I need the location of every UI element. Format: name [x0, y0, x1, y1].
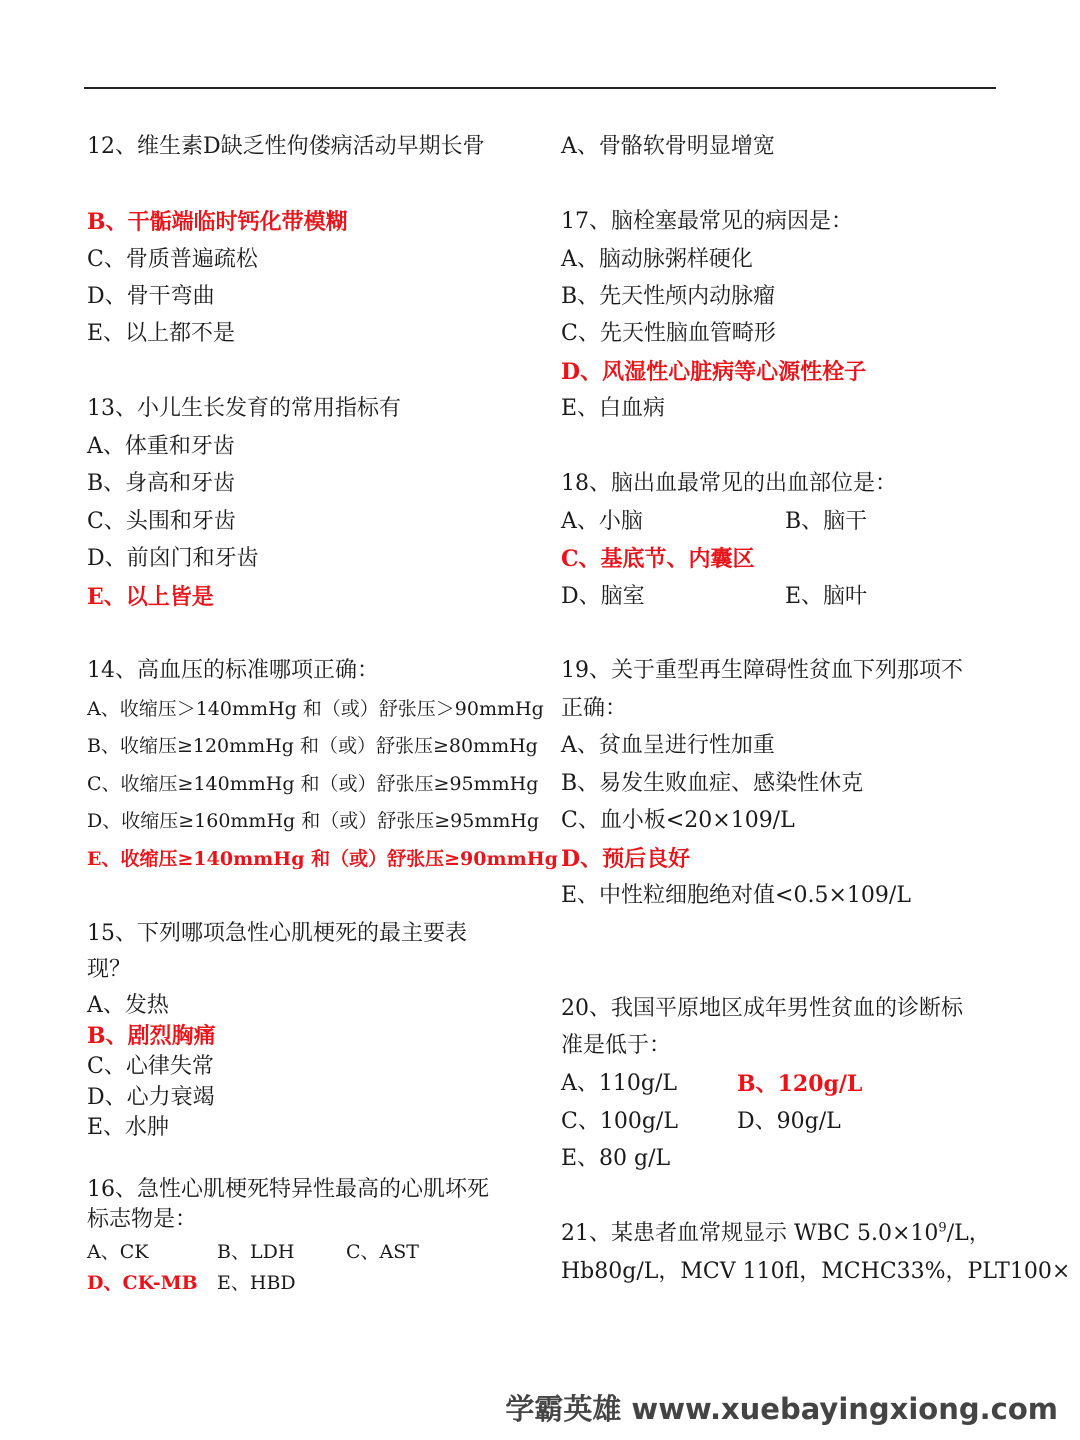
- q18-option-b: B、脑干: [785, 509, 868, 534]
- q17-option-a: A、脑动脉粥样硬化: [561, 247, 753, 272]
- q20-option-b-answer: B、120g/L: [737, 1071, 863, 1097]
- q15-option-b-answer: B、剧烈胸痛: [87, 1023, 216, 1049]
- q12-option-e: E、以上都不是: [87, 321, 236, 346]
- q12-option-d: D、骨干弯曲: [87, 284, 215, 309]
- q14-option-a: A、收缩压＞140mmHg 和（或）舒张压＞90mmHg: [87, 698, 544, 720]
- q21-line1: [561, 1220, 991, 1248]
- q13-option-a: A、体重和牙齿: [87, 434, 235, 459]
- q14-title: 14、高血压的标准哪项正确：: [87, 658, 379, 683]
- q15-title-line2: 现？: [87, 957, 132, 982]
- q19-option-e: E、中性粒细胞绝对值<0.5×109/L: [561, 883, 911, 908]
- q13-option-c: C、头围和牙齿: [87, 509, 236, 534]
- q19-option-a: A、贫血呈进行性加重: [561, 733, 775, 758]
- q15-option-c: C、心律失常: [87, 1054, 214, 1079]
- q19-option-b: B、易发生败血症、感染性休克: [561, 771, 864, 796]
- q19-option-c: C、血小板<20×109/L: [561, 808, 795, 833]
- q16-title-line2: 标志物是：: [87, 1207, 198, 1232]
- q20-title-line1: 20、我国平原地区成年男性贫血的诊断标: [561, 996, 963, 1021]
- q16-option-c: C、AST: [346, 1241, 419, 1263]
- q16-option-d-answer: D、CK-MB: [87, 1272, 198, 1294]
- q20-option-a: A、110g/L: [561, 1071, 677, 1096]
- q13-option-b: B、身高和牙齿: [87, 471, 236, 496]
- q18-title: 18、脑出血最常见的出血部位是：: [561, 471, 897, 496]
- q18-option-a: A、小脑: [561, 509, 643, 534]
- q19-title-line2: 正确：: [561, 696, 628, 721]
- q20-option-d: D、90g/L: [737, 1109, 841, 1134]
- q18-option-d: D、脑室: [561, 584, 645, 609]
- q17-title: 17、脑栓塞最常见的病因是：: [561, 209, 853, 234]
- q13-option-d: D、前囟门和牙齿: [87, 546, 259, 571]
- footer-brand: 学霸英雄 www.xuebayingxiong.com: [505, 1392, 1058, 1426]
- q15-option-a: A、发热: [87, 993, 169, 1018]
- q21-line1-post: /L，: [946, 1221, 991, 1246]
- q17-option-c: C、先天性脑血管畸形: [561, 321, 776, 346]
- q14-option-d: D、收缩压≥160mmHg 和（或）舒张压≥95mmHg: [87, 810, 540, 832]
- q17-option-e: E、白血病: [561, 396, 666, 421]
- q14-option-e-answer: E、收缩压≥140mmHg 和（或）舒张压≥90mmHg: [87, 848, 558, 870]
- q18-option-e: E、脑叶: [785, 584, 868, 609]
- q16-option-b: B、LDH: [217, 1241, 295, 1263]
- q17-option-d-answer: D、风湿性心脏病等心源性栓子: [561, 359, 867, 385]
- q15-option-d: D、心力衰竭: [87, 1085, 215, 1110]
- header-rule: [84, 87, 996, 89]
- q14-option-b: B、收缩压≥120mmHg 和（或）舒张压≥80mmHg: [87, 735, 538, 757]
- q13-title: 13、小儿生长发育的常用指标有: [87, 396, 401, 421]
- q20-option-e: E、80 g/L: [561, 1146, 671, 1171]
- q19-option-d-answer: D、预后良好: [561, 846, 691, 872]
- q14-option-c: C、收缩压≥140mmHg 和（或）舒张压≥95mmHg: [87, 773, 539, 795]
- q20-option-c: C、100g/L: [561, 1109, 678, 1134]
- q12-title: 12、维生素D缺乏性佝偻病活动早期长骨: [87, 134, 485, 159]
- q12-option-b-answer: B、干骺端临时钙化带模糊: [87, 209, 348, 235]
- q16-option-e: E、HBD: [217, 1272, 296, 1294]
- q21-line1-pre: 21、某患者血常规显示 WBC 5.0×10: [561, 1221, 939, 1246]
- q21-line2: Hb80g/L，MCV 110fl，MCHC33%，PLT100×: [561, 1259, 1071, 1284]
- q17-option-b: B、先天性颅内动脉瘤: [561, 284, 776, 309]
- q13-option-e-answer: E、以上皆是: [87, 584, 214, 610]
- q12-option-c: C、骨质普遍疏松: [87, 247, 258, 272]
- q15-title-line1: 15、下列哪项急性心肌梗死的最主要表: [87, 921, 467, 946]
- q15-option-e: E、水肿: [87, 1115, 170, 1140]
- q16-title-line1: 16、急性心肌梗死特异性最高的心肌坏死: [87, 1177, 489, 1202]
- q21-line1-sup: 9: [938, 1220, 947, 1236]
- q12-option-a: A、骨骼软骨明显增宽: [561, 134, 775, 159]
- q20-title-line2: 准是低于：: [561, 1033, 672, 1058]
- q16-option-a: A、CK: [87, 1241, 149, 1263]
- q19-title-line1: 19、关于重型再生障碍性贫血下列那项不: [561, 658, 963, 683]
- q18-option-c-answer: C、基底节、内囊区: [561, 546, 755, 572]
